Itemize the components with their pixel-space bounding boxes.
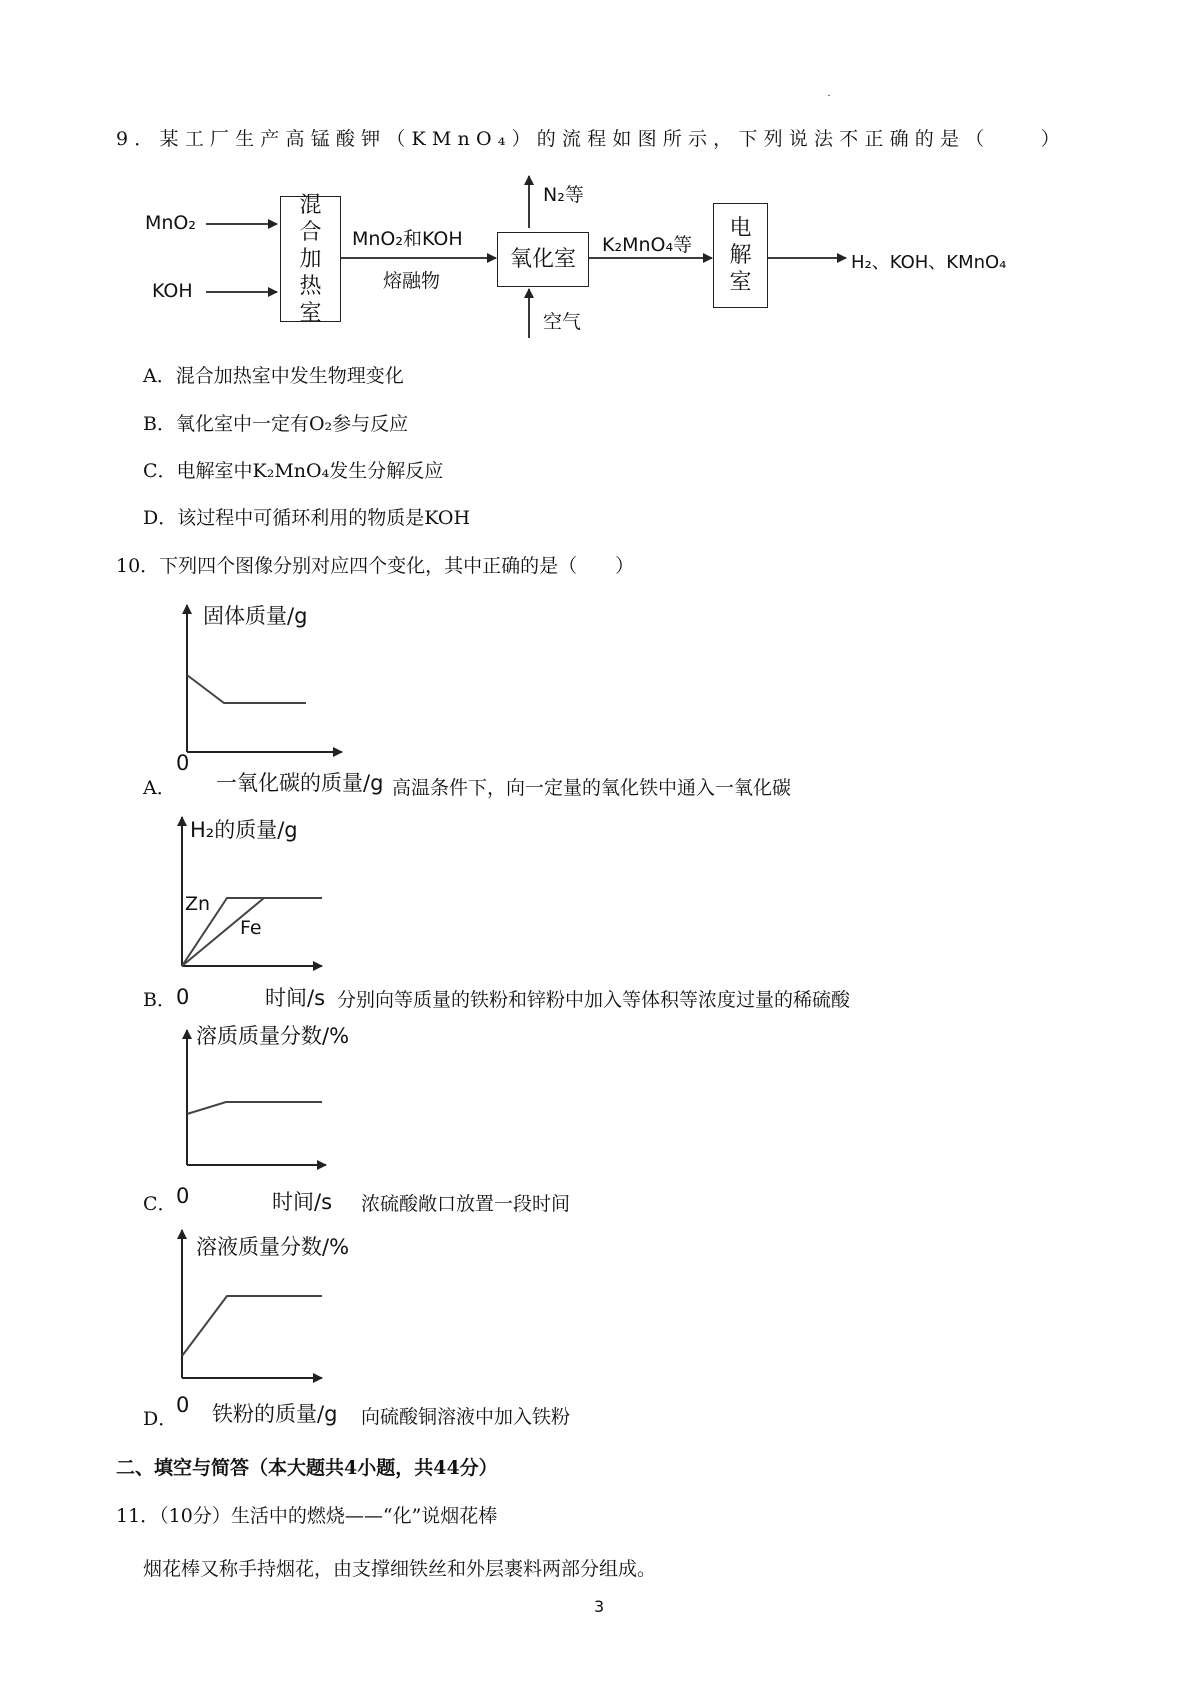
graph-b-origin: 0 xyxy=(176,985,190,1009)
q11-stem: 11．（10分）生活中的燃烧——“化”说烟花棒 xyxy=(116,1505,498,1527)
graph-d-curve xyxy=(182,1296,322,1356)
graph-b-xlabel: 时间/s xyxy=(265,986,326,1010)
graph-c-desc: 浓硫酸敞口放置一段时间 xyxy=(361,1193,571,1215)
box2-label: 氧化室 xyxy=(509,247,576,272)
flow-label-melt-top: MnO₂和KOH xyxy=(352,228,463,250)
box3-char: 电 xyxy=(729,216,752,241)
box-electrolysis-room xyxy=(713,203,768,308)
box3-char: 室 xyxy=(729,270,752,295)
graph-b-letter: B． xyxy=(143,989,176,1011)
graph-a-xlabel: 一氧化碳的质量/g xyxy=(216,771,384,795)
flow-output-n2: N₂等 xyxy=(543,184,584,206)
graph-c-ylabel: 溶质质量分数/% xyxy=(196,1024,350,1048)
graph-b-fe-label: Fe xyxy=(240,917,262,939)
graph-b-desc: 分别向等质量的铁粉和锌粉中加入等体积等浓度过量的稀硫酸 xyxy=(337,989,851,1011)
flow-label-k2mno4: K₂MnO₄等 xyxy=(602,234,693,256)
graph-c-curve xyxy=(187,1102,322,1114)
box3-char: 解 xyxy=(729,243,752,268)
section-heading: 二、填空与简答（本大题共4小题，共44分） xyxy=(116,1457,498,1479)
graph-a-letter: A． xyxy=(143,777,176,799)
q10-stem: 10．下列四个图像分别对应四个变化，其中正确的是（ ） xyxy=(116,555,635,577)
box1-char: 混 xyxy=(299,192,322,218)
q9-option-d: D．该过程中可循环利用的物质是KOH xyxy=(143,507,471,529)
q11-paragraph: 烟花棒又称手持烟花，由支撑细铁丝和外层裹料两部分组成。 xyxy=(143,1558,657,1580)
graph-d-letter: D． xyxy=(143,1408,178,1430)
graph-d-desc: 向硫酸铜溶液中加入铁粉 xyxy=(361,1406,571,1428)
graph-a-desc: 高温条件下，向一定量的氧化铁中通入一氧化碳 xyxy=(392,777,792,799)
box-oxidation-room xyxy=(497,232,589,287)
box1-char: 室 xyxy=(299,300,322,326)
q9-option-c: C．电解室中K₂MnO₄发生分解反应 xyxy=(143,460,444,482)
graph-c-plot xyxy=(170,1030,370,1180)
flow-arrows xyxy=(0,0,1200,360)
graph-b-ylabel: H₂的质量/g xyxy=(190,818,298,842)
graph-b-zn-label: Zn xyxy=(185,893,211,915)
box-mixing-heating-room xyxy=(280,192,341,326)
graph-d-ylabel: 溶液质量分数/% xyxy=(196,1235,350,1259)
flow-label-melt-bottom: 熔融物 xyxy=(383,270,441,292)
q9-option-a: A．混合加热室中发生物理变化 xyxy=(143,365,404,387)
graph-d-origin: 0 xyxy=(176,1393,190,1417)
box1-char: 加 xyxy=(299,246,322,272)
graph-c-letter: C． xyxy=(143,1193,177,1215)
flow-input-mno2: MnO₂ xyxy=(145,212,197,234)
q9-stem: 9．某工厂生产高锰酸钾（KMnO₄）的流程如图所示，下列说法不正确的是（ ） xyxy=(116,128,1066,150)
page-marker: ˙ xyxy=(826,93,832,107)
graph-d-xlabel: 铁粉的质量/g xyxy=(212,1402,338,1426)
graph-a-curve xyxy=(187,675,306,703)
graph-a-ylabel: 固体质量/g xyxy=(203,604,308,628)
flow-input-koh: KOH xyxy=(152,280,193,302)
graph-c-origin: 0 xyxy=(176,1184,190,1208)
box1-char: 合 xyxy=(299,219,322,245)
box1-char: 热 xyxy=(299,273,322,299)
page-number: 3 xyxy=(594,1597,605,1616)
graph-a-origin: 0 xyxy=(176,751,190,775)
q9-option-b: B．氧化室中一定有O₂参与反应 xyxy=(143,413,409,435)
flow-input-air: 空气 xyxy=(543,311,582,333)
flow-final-output: H₂、KOH、KMnO₄ xyxy=(851,252,1007,273)
graph-c-xlabel: 时间/s xyxy=(272,1190,333,1214)
